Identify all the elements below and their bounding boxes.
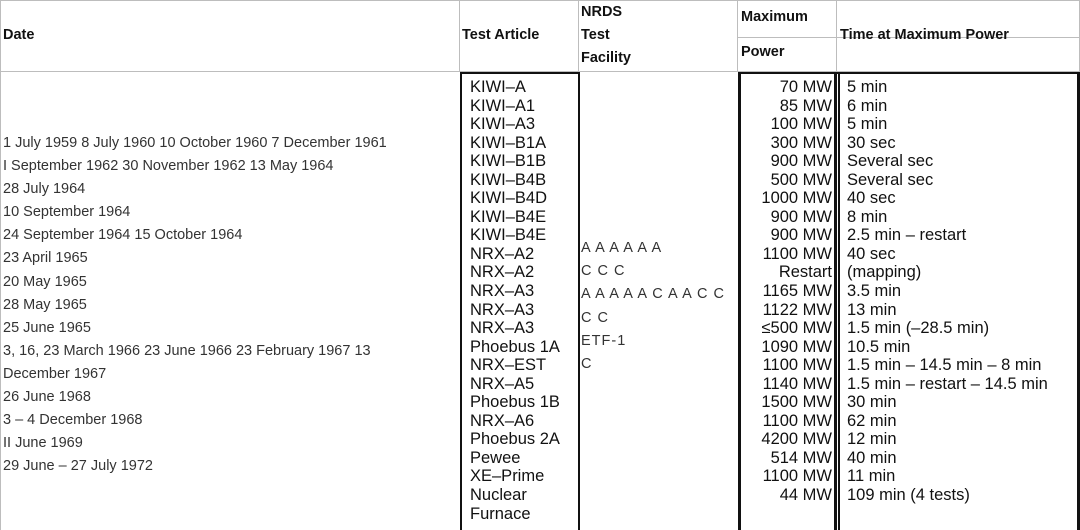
column-divider-power (836, 0, 837, 72)
time-at-max-column (847, 78, 1080, 505)
date-line: 1 July 1959 8 July 1960 10 October 1960 7 December 1961 (3, 135, 387, 151)
test-article-cell: KIWI–B4D (470, 189, 548, 208)
max-power-cell: 900 MW (770, 152, 832, 171)
facility-column (581, 237, 737, 376)
column-divider-date (459, 0, 460, 72)
test-article-cell: Phoebus 1B (470, 393, 560, 412)
time-at-max-cell: 12 min (847, 430, 897, 449)
test-article-cell: KIWI–A3 (470, 115, 536, 134)
time-column-border-top (838, 72, 1080, 74)
date-column (3, 132, 458, 478)
time-at-max-cell: 30 min (847, 393, 897, 412)
test-article-cell: XE–Prime (470, 467, 545, 486)
time-at-max-cell: 5 min (847, 115, 888, 134)
time-at-max-cell: 3.5 min (847, 282, 902, 301)
test-article-cell: Nuclear (470, 486, 527, 505)
max-power-cell: 1122 MW (762, 300, 832, 319)
article-column-border-left (460, 72, 462, 530)
max-power-cell: 1100 MW (762, 356, 832, 375)
max-power-cell: 1000 MW (761, 189, 832, 208)
facility-line: C (581, 356, 593, 373)
test-article-cell: NRX–A2 (470, 263, 535, 282)
time-at-max-cell: 2.5 min – restart (847, 226, 967, 245)
test-article-cell: NRX–EST (470, 356, 547, 375)
test-article-cell: Pewee (470, 448, 521, 467)
max-power-cell: 300 MW (770, 133, 832, 152)
max-power-cell: ≤500 MW (761, 319, 832, 338)
time-at-max-cell: 1.5 min (–28.5 min) (847, 319, 990, 338)
time-at-max-cell: 8 min (847, 207, 888, 226)
max-power-cell: 100 MW (770, 115, 832, 134)
time-at-max-cell: 109 min (4 tests) (847, 486, 970, 505)
time-at-max-cell: 40 min (847, 448, 897, 467)
date-line: II June 1969 (3, 435, 83, 452)
table-border-left (0, 0, 1, 530)
time-at-max-cell: 40 sec (847, 244, 896, 263)
date-line: 26 June 1968 (3, 389, 91, 406)
max-power-cell: 1100 MW (762, 244, 832, 263)
facility-line: C C (581, 309, 609, 326)
test-article-cell: NRX–A2 (470, 244, 535, 263)
facility-line: ETF-1 (581, 332, 627, 349)
header-facility-line: Test (581, 27, 610, 43)
time-at-max-cell: 40 sec (847, 189, 896, 208)
time-at-max-cell: 6 min (847, 96, 888, 115)
test-article-cell: NRX–A3 (470, 282, 535, 301)
test-article-cell: KIWI–B1A (470, 133, 547, 152)
test-article-cell: Phoebus 2A (470, 430, 560, 449)
max-power-cell: 70 MW (779, 78, 832, 96)
header-facility (581, 1, 631, 70)
test-article-cell: NRX–A3 (470, 319, 535, 338)
time-at-max-cell: 11 min (847, 467, 896, 486)
test-article-column (470, 78, 578, 523)
test-article-cell: KIWI–B4B (470, 170, 547, 189)
header-time-at-max: Time at Maximum Power (840, 27, 1009, 43)
test-article-cell: KIWI–B4E (470, 226, 547, 245)
time-at-max-cell: (mapping) (847, 263, 922, 282)
time-at-max-cell: 30 sec (847, 133, 896, 152)
test-article-cell: KIWI–A (470, 78, 526, 96)
max-power-cell: 1090 MW (761, 337, 832, 356)
test-article-cell: Phoebus 1A (470, 337, 560, 356)
max-power-cell: 44 MW (779, 486, 832, 505)
date-line: 3 – 4 December 1968 (3, 412, 143, 429)
max-power-cell: 514 MW (770, 448, 832, 467)
max-power-cell: 4200 MW (761, 430, 832, 449)
power-column-border-top (738, 72, 838, 74)
date-line: 20 May 1965 (3, 273, 87, 290)
date-line: 29 June – 27 July 1972 (3, 458, 153, 475)
max-power-cell: Restart (778, 263, 832, 282)
date-line: 24 September 1964 15 October 1964 (3, 227, 243, 244)
time-at-max-cell: 62 min (847, 411, 897, 430)
max-power-cell: 1100 MW (762, 467, 832, 486)
max-power-cell: 900 MW (770, 226, 832, 245)
header-max-power-bottom: Power (741, 44, 785, 60)
max-power-cell: 1165 MW (762, 282, 832, 301)
facility-line: A A A A A C A A C C (581, 286, 725, 303)
max-power-column (742, 78, 832, 505)
max-power-cell: 1500 MW (761, 393, 832, 412)
header-max-power-top: Maximum (741, 9, 808, 25)
max-power-cell: 1100 MW (762, 411, 832, 430)
test-article-cell: KIWI–A1 (470, 96, 536, 115)
max-power-cell: 900 MW (770, 207, 832, 226)
max-power-cell: 1140 MW (762, 374, 832, 393)
max-power-cell: 500 MW (770, 170, 832, 189)
date-line: 10 September 1964 (3, 204, 131, 221)
date-line: 28 May 1965 (3, 296, 87, 313)
column-divider-facility (737, 0, 738, 72)
time-at-max-cell: 13 min (847, 300, 897, 319)
date-line: 28 July 1964 (3, 181, 86, 198)
date-line: I September 1962 30 November 1962 13 May 1964 (3, 158, 334, 175)
date-line: 3, 16, 23 March 1966 23 June 1966 23 February 1967 13 (3, 342, 371, 359)
time-at-max-cell: 10.5 min (847, 337, 911, 356)
power-column-border-right (834, 72, 837, 530)
header-date: Date (3, 27, 35, 43)
time-at-max-cell: Several sec (847, 152, 934, 171)
table-border-top (0, 0, 1080, 1)
date-line: 25 June 1965 (3, 319, 91, 336)
column-divider-article (578, 0, 579, 72)
facility-line: C C C (581, 263, 626, 280)
header-test-article: Test Article (462, 27, 540, 43)
power-column-border-left (738, 72, 741, 530)
time-at-max-cell: Several sec (847, 170, 934, 189)
test-article-cell: NRX–A5 (470, 374, 535, 393)
article-column-border-right (578, 72, 580, 530)
test-article-cell: Furnace (470, 504, 531, 523)
date-line: December 1967 (3, 365, 107, 382)
test-article-cell: NRX–A3 (470, 300, 535, 319)
test-article-cell: KIWI–B1B (470, 152, 547, 171)
header-facility-line: Facility (581, 50, 631, 66)
time-column-border-left (838, 72, 840, 530)
time-at-max-cell: 5 min (847, 78, 888, 96)
test-article-cell: NRX–A6 (470, 411, 535, 430)
header-facility-line: NRDS (581, 4, 623, 20)
test-article-cell: KIWI–B4E (470, 207, 547, 226)
time-at-max-cell: 1.5 min – 14.5 min – 8 min (847, 356, 1042, 375)
max-power-cell: 85 MW (779, 96, 832, 115)
date-line: 23 April 1965 (3, 250, 88, 267)
article-column-border-top (460, 72, 580, 74)
facility-line: A A A A A A (581, 240, 663, 256)
time-at-max-cell: 1.5 min – restart – 14.5 min (847, 374, 1048, 393)
